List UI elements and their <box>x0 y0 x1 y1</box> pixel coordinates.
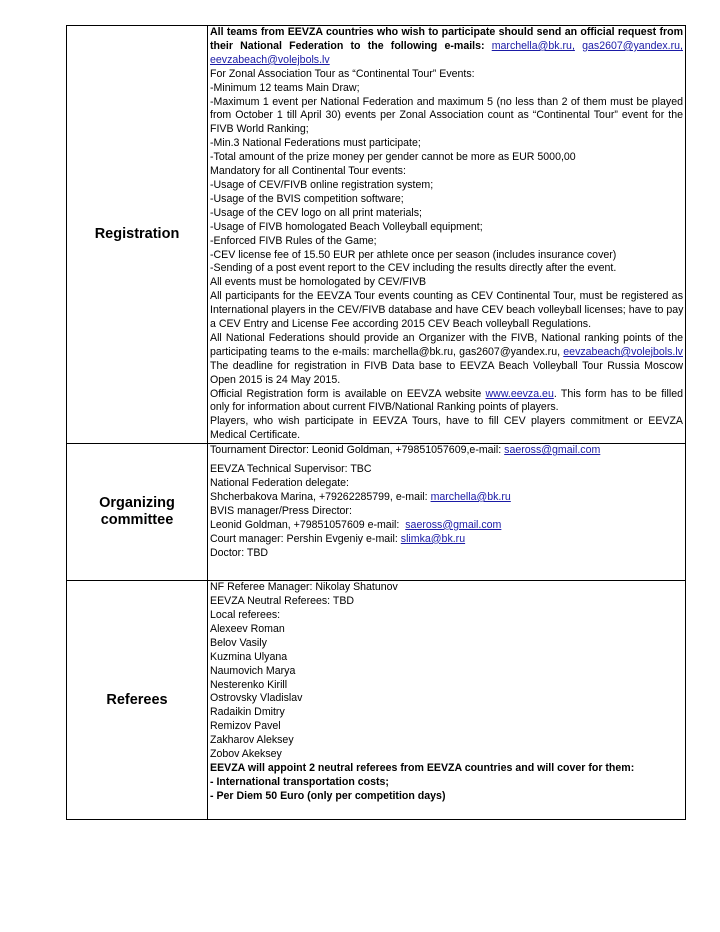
nf-referee-manager: NF Referee Manager: Nikolay Shatunov <box>210 581 398 594</box>
participants-line: a CEV Entry and License Fee according 2015 CEV Beach volleyball Regulations. <box>210 318 592 331</box>
website-link[interactable]: www.eevza.eu <box>485 387 554 400</box>
participants-line: International players in the CEV/FIVB database and have CEV beach volleyball licenses; have to pay <box>210 304 684 317</box>
local-referee: Ostrovsky Vladislav <box>210 692 303 705</box>
mandatory-item: -Sending of a post event report to the CEV including the results directly after the event. <box>210 262 617 275</box>
local-referee: Remizov Pavel <box>210 720 281 733</box>
mandatory-item: -Usage of FIVB homologated Beach Volleyball equipment; <box>210 220 483 233</box>
organizing-label: Organizing committee <box>67 444 208 581</box>
zonal-item: -Minimum 12 teams Main Draw; <box>210 81 360 94</box>
zonal-item: from October 1 till April 30) events per Zonal Association count as “Continental Tour” event for the <box>210 109 683 122</box>
local-referees-header: Local referees: <box>210 609 281 621</box>
bvis-contact-line: Leonid Goldman, +79851057609 e-mail: saeross@gmail.com <box>210 518 502 531</box>
deadline-line: The deadline for registration in FIVB Data base to EEVZA Beach Volleyball Tour Russia Moscow <box>210 359 683 372</box>
registration-label: Registration <box>67 26 208 444</box>
doctor-line: Doctor: TBD <box>210 546 269 559</box>
appoint-line: EEVZA will appoint 2 neutral referees from EEVZA countries and will cover for them: <box>210 761 635 774</box>
organizer-emails-line: participating teams to the e-mails: marchella@bk.ru, gas2607@yandex.ru, eevzabeach@volejbols.lv <box>210 345 683 358</box>
zonal-item: -Maximum 1 event per National Federation and maximum 5 (no less than 2 of them must be played <box>210 95 683 108</box>
referees-row <box>67 581 686 820</box>
organizing-content <box>208 444 686 581</box>
registration-emails-line: their National Federation to the following e-mails: marchella@bk.ru, gas2607@yandex.ru, <box>210 39 683 52</box>
director-line: Tournament Director: Leonid Goldman, +79851057609,e-mail: saeross@gmail.com <box>210 444 601 457</box>
local-referee: Alexeev Roman <box>210 622 285 635</box>
mandatory-header: Mandatory for all Continental Tour events: <box>210 165 406 178</box>
organizing-row <box>67 444 686 581</box>
mandatory-item: -CEV license fee of 15.50 EUR per athlete once per season (includes insurance cover) <box>210 248 617 261</box>
registration-intro-line: All teams from EEVZA countries who wish to participate should send an official request from <box>210 26 683 38</box>
email-link-gas2607[interactable]: gas2607@yandex.ru, <box>582 39 683 52</box>
mandatory-item: -Enforced FIVB Rules of the Game; <box>210 234 377 247</box>
bvis-line: BVIS manager/Press Director: <box>210 504 352 517</box>
email-link-marchella-2[interactable]: marchella@bk.ru <box>430 490 511 503</box>
zonal-item: FIVB World Ranking; <box>210 123 309 136</box>
form-line: only for information about current FIVB/National Ranking points of players. <box>210 401 559 414</box>
mandatory-item: -Usage of the CEV logo on all print materials; <box>210 206 422 219</box>
homologated-line: All events must be homologated by CEV/FIVB <box>210 276 427 289</box>
info-table <box>66 25 686 820</box>
cover-line: - Per Diem 50 Euro (only per competition days) <box>210 789 446 802</box>
email-link-eevzabeach-2[interactable]: eevzabeach@volejbols.lv <box>563 345 683 358</box>
local-referee: Kuzmina Ulyana <box>210 650 288 663</box>
form-line: Official Registration form is available on EEVZA website www.eevza.eu. This form has to be filled <box>210 387 683 400</box>
local-referee: Zobov Akeksey <box>210 748 282 761</box>
zonal-item: -Min.3 National Federations must participate; <box>210 137 421 150</box>
zonal-item: -Total amount of the prize money per gender cannot be more as EUR 5000,00 <box>210 151 576 164</box>
players-line: Players, who wish participate in EEVZA Tours, have to fill CEV players commitment or EEVZA <box>210 415 683 428</box>
court-manager-line: Court manager: Pershin Evgeniy e-mail: slimka@bk.ru <box>210 532 466 545</box>
referees-content <box>208 581 686 820</box>
registration-row <box>67 26 686 444</box>
email-link-eevzabeach[interactable]: eevzabeach@volejbols.lv <box>210 53 330 66</box>
email-link-slimka[interactable]: slimka@bk.ru <box>400 532 466 545</box>
referees-label: Referees <box>67 581 208 820</box>
local-referee: Zakharov Aleksey <box>210 734 294 747</box>
local-referee: Nesterenko Kirill <box>210 678 288 691</box>
local-referee: Naumovich Marya <box>210 664 296 677</box>
email-link-saeross-2[interactable]: saeross@gmail.com <box>405 518 502 531</box>
supervisor-line: EEVZA Technical Supervisor: TBC <box>210 463 372 476</box>
local-referee: Belov Vasily <box>210 636 267 649</box>
cover-line: - International transportation costs; <box>210 775 389 788</box>
delegate-line: Shcherbakova Marina, +79262285799, e-mail: marchella@bk.ru <box>210 490 511 503</box>
email-link-marchella[interactable]: marchella@bk.ru, <box>491 39 575 52</box>
local-referee: Radaikin Dmitry <box>210 706 285 719</box>
mandatory-item: -Usage of CEV/FIVB online registration system; <box>210 178 434 191</box>
registration-content <box>208 26 686 444</box>
neutral-referees: EEVZA Neutral Referees: TBD <box>210 595 355 608</box>
deadline-line: Open 2015 is 24 May 2015. <box>210 373 341 386</box>
participants-line: All participants for the EEVZA Tour events counting as CEV Continental Tour, must be registered as <box>210 290 683 303</box>
organizer-line: All National Federations should provide an Organizer with the FIVB, National ranking points of the <box>210 331 683 344</box>
email-link-saeross[interactable]: saeross@gmail.com <box>504 444 601 457</box>
registration-email-line <box>208 54 685 68</box>
players-line: Medical Certificate. <box>210 429 301 442</box>
nf-delegate-line: National Federation delegate: <box>210 477 349 489</box>
mandatory-item: -Usage of the BVIS competition software; <box>210 192 404 205</box>
zonal-header: For Zonal Association Tour as “Continental Tour” Events: <box>210 67 475 80</box>
